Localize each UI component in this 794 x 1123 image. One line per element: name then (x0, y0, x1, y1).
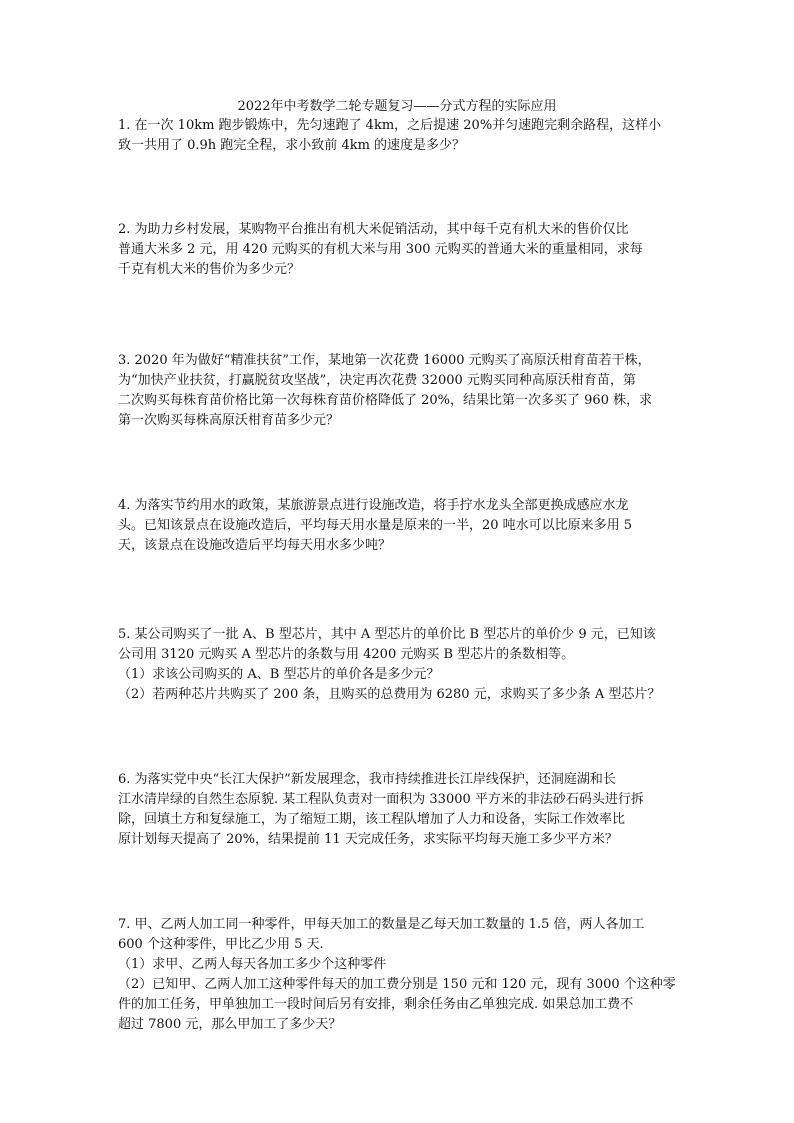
question-line: 二次购买每株育苗价格比第一次每株育苗价格降低了 20%，结果比第一次多买了 960 株，求 (118, 393, 653, 408)
question-line: 公司用 3120 元购买 A 型芯片的条数与用 4200 元购买 B 型芯片的条数相等。 (118, 647, 575, 662)
question-line: 件的加工任务，甲单独加工一段时间后另有安排，剩余任务由乙单独完成. 如果总加工费不 (118, 997, 634, 1012)
question-line: 7. 甲、乙两人加工同一种零件，甲每天加工的数量是乙每天加工数量的 1.5 倍，两人各加工 (118, 917, 645, 932)
question-subpart: （1）求该公司购买的 A、B 型芯片的单价各是多少元？ (118, 667, 440, 682)
question-2 (118, 220, 683, 280)
document-title: 2022年中考数学二轮专题复习——分式方程的实际应用 (237, 99, 557, 114)
question-line: 3. 2020 年为做好“精准扶贫”工作，某地第一次花费 16000 元购买了高原沃柑育苗若干株， (118, 353, 651, 368)
question-subpart: （1）求甲、乙两人每天各加工多少个这种零件 (118, 957, 387, 972)
question-line: 原计划每天提高了 20%，结果提前 11 天完成任务，求实际平均每天施工多少平方米？ (118, 832, 618, 847)
question-line: 4. 为落实节约用水的政策，某旅游景点进行设施改造，将手拧水龙头全部更换成感应水龙 (118, 498, 629, 513)
question-4 (118, 496, 683, 556)
question-line: 江水清岸绿的自然生态原貌. 某工程队负责对一面积为 33000 平方米的非法砂石码头进行拆 (118, 792, 644, 807)
question-1 (118, 116, 683, 156)
question-subpart: （2）已知甲、乙两人加工这种零件每天的加工费分别是 150 元和 120 元，现有 3000 个这种零 (118, 977, 676, 992)
question-line: 600 个这种零件，甲比乙少用 5 天. (118, 937, 324, 952)
question-line: 1. 在一次 10km 跑步锻炼中，先匀速跑了 4km，之后提速 20%并匀速跑完剩余路程，这样小 (118, 118, 662, 133)
question-5 (118, 625, 683, 705)
question-line: 致一共用了 0.9h 跑完全程，求小致前 4km 的速度是多少？ (118, 138, 466, 153)
question-3 (118, 351, 683, 431)
question-line: 为“加快产业扶贫，打赢脱贫攻坚战”，决定再次花费 32000 元购买同种高原沃柑育苗，第 (118, 373, 636, 388)
question-line: 除，回填土方和复绿施工，为了缩短工期，该工程队增加了人力和设备，实际工作效率比 (118, 812, 626, 827)
question-line: 普通大米多 2 元，用 420 元购买的有机大米与用 300 元购买的普通大米的重量相同，求每 (118, 242, 643, 257)
question-line: 天，该景点在设施改造后平均每天用水多少吨？ (118, 538, 392, 553)
question-7 (118, 915, 683, 1035)
question-line: 第一次购买每株高原沃柑育苗多少元？ (118, 413, 340, 428)
question-subpart: （2）若两种芯片共购买了 200 条，且购买的总费用为 6280 元，求购买了多少条 A 型芯片？ (118, 687, 661, 702)
question-line: 6. 为落实党中央“长江大保护”新发展理念，我市持续推进长江岸线保护，还洞庭湖和长 (118, 772, 616, 787)
question-line: 2. 为助力乡村发展，某购物平台推出有机大米促销活动，其中每千克有机大米的售价仅比 (118, 222, 629, 237)
question-line: 头。已知该景点在设施改造后，平均每天用水量是原来的一半，20 吨水可以比原来多用 5 (118, 518, 633, 533)
question-6 (118, 770, 683, 850)
question-line: 超过 7800 元，那么甲加工了多少天？ (118, 1017, 342, 1032)
question-line: 千克有机大米的售价为多少元？ (118, 262, 301, 277)
question-line: 5. 某公司购买了一批 A、B 型芯片，其中 A 型芯片的单价比 B 型芯片的单价少 9 元，已知该 (118, 627, 656, 642)
